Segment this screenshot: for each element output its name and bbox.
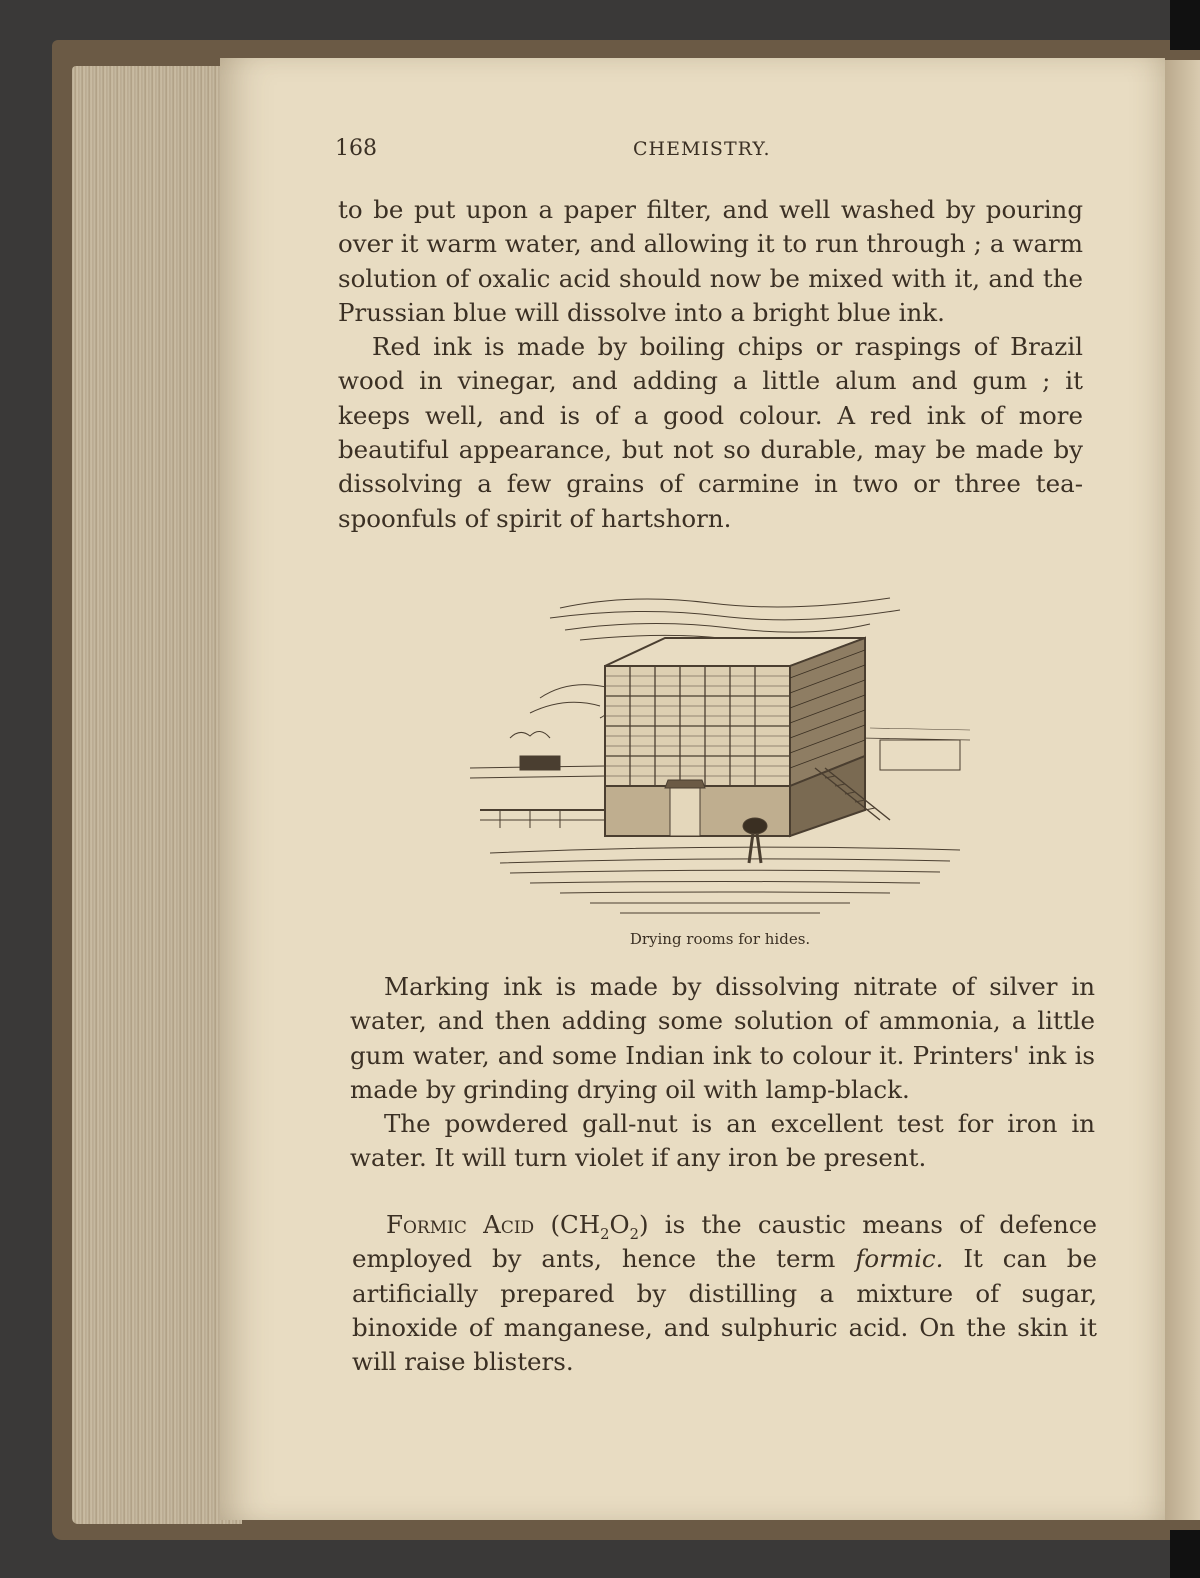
engraving-drying-rooms [470, 588, 970, 924]
page-number: 168 [335, 136, 377, 161]
background-strip [1170, 0, 1200, 50]
page-edges [72, 66, 242, 1524]
paragraph-gall-nut: The powdered gall-nut is an excellent test for iron in water. It will turn violet if any iron be present. [350, 1109, 1095, 1173]
formic-acid-heading: Formic Acid [386, 1210, 535, 1239]
figure-caption: Drying rooms for hides. [629, 930, 811, 948]
background-strip [1170, 1530, 1200, 1578]
paragraph-prussian-blue: to be put upon a paper filter, and well washed by pouring over it warm water, and allowing it to run through ; a warm solution of oxalic acid should now be mixed with it, and the Prussian blue will dissolve into a bright blue ink. [338, 195, 1083, 327]
formula-oxygen: O [609, 1210, 630, 1239]
formic-text-b: It can be artificially prepared by distilling a mixture of sugar, binoxide of manganese, and sulphuric acid. On the skin it will raise blisters. [352, 1244, 1097, 1377]
formic-term: formic. [855, 1244, 944, 1274]
text-block-top [338, 193, 1083, 536]
running-head [335, 136, 1095, 168]
formula-subscript-h: 2 [600, 1225, 610, 1243]
paragraph-red-ink: Red ink is made by boiling chips or raspings of Brazil wood in vinegar, and adding a little alum and gum ; it keeps well, and is of a good colour. A red ink of more beautiful appearance, but not so durable, may be made by dissolving a few grains of carmine in two or three tea-spoonfuls of spirit of hartshorn. [338, 332, 1083, 533]
formula-subscript-o: 2 [629, 1225, 639, 1243]
text-block-middle [350, 970, 1095, 1176]
text-block-bottom [352, 1208, 1097, 1379]
paragraph-marking-ink: Marking ink is made by dissolving nitrate of silver in water, and then adding some solution of ammonia, a little gum water, and some Indian ink to colour it. Printers' ink is made by grinding drying oil with lamp-black. [350, 972, 1095, 1104]
formula-open: (CH [534, 1210, 601, 1239]
formula-close: ) [638, 1210, 649, 1239]
next-page-edge [1163, 60, 1200, 1520]
formic-text-a: is the caustic means of defence employed by ants, hence the term [352, 1210, 1097, 1274]
header-title: CHEMISTRY. [633, 138, 771, 160]
paragraph-formic-acid [352, 1208, 1097, 1379]
